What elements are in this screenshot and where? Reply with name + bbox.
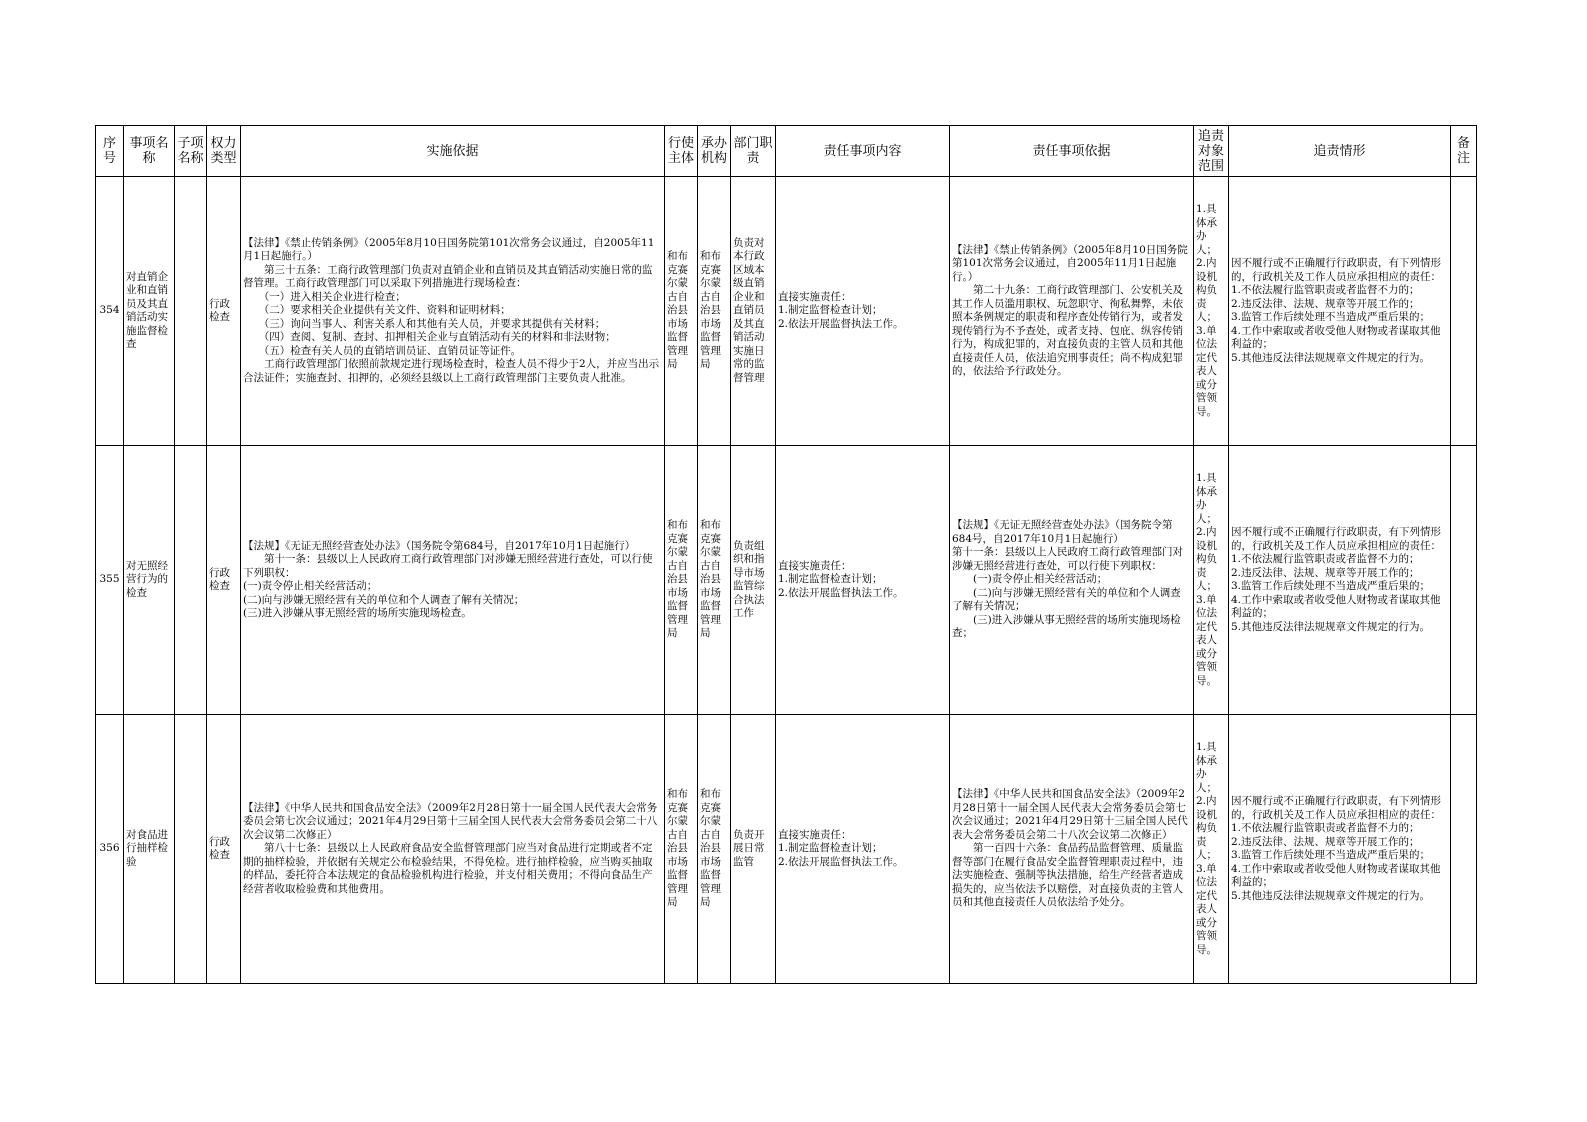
situation-line: 因不履行或不正确履行行政职责，有下列情形的，行政机关及工作人员应承担相应的责任： [1231,795,1441,821]
resp-basis-article: 第十一条：县级以上人民政府工商行政管理部门对涉嫌无照经营进行查处，可以行使下列职权： [952,546,1183,572]
basis-item: （二）要求相关企业提供有关文件、资料和证明材料； [258,304,511,317]
resp-line: 1.制定监督检查计划； [778,573,883,586]
basis-item: (一)责令停止相关经营活动； [243,580,378,592]
cell-power-type: 行政检查 [207,177,241,446]
cell-duty: 负责对本行政区域本级直销企业和直销员及其直销活动实施日常的监督管理 [731,177,776,446]
basis-item: （一）进入相关企业进行检查； [258,290,406,303]
cell-subject: 和布克赛尔蒙古自治县市场监督管理局 [665,177,698,446]
cell-situation [1229,177,1451,446]
situation-line: 5.其他违反法律法规规章文件规定的行为。 [1231,351,1431,364]
header-situation: 追责情形 [1229,126,1451,177]
scope-line: 1.具体承办人； [1196,741,1217,794]
cell-resp-content [776,177,950,446]
situation-line: 1.不依法履行监管职责或者监督不力的； [1231,822,1420,834]
scope-line: 2.内设机构负责人； [1196,257,1217,323]
cell-scope [1194,446,1229,715]
situation-line: 1.不依法履行监管职责或者监督不力的； [1231,284,1420,296]
resp-basis-article: 第二十九条：工商行政管理部门、公安机关及其工作人员滥用职权、玩忽职守、徇私舞弊，未依照本条例规定的职责和程序查处传销行为，或者发现传销行为不予查处，或者支持、包庇、纵容传销行为，构成犯罪的，对直接负责的主管人员和其他直接责任人员，依法追究刑事责任；尚不构成犯罪的，依法给予行政处分。 [952,284,1183,377]
situation-line: 3.监管工作后续处理不当造成严重后果的； [1231,311,1431,323]
basis-article: 第十一条：县级以上人民政府工商行政管理部门对涉嫌无照经营进行查处，可以行使下列职权： [243,553,653,579]
cell-resp-content [776,446,950,715]
cell-sub-name [175,446,207,715]
scope-line: 2.内设机构负责人； [1196,526,1217,592]
cell-basis [241,446,665,715]
cell-resp-basis [950,715,1194,984]
situation-line: 3.监管工作后续处理不当造成严重后果的； [1231,580,1431,592]
scope-line: 3.单位法定代表人或分管领导。 [1196,862,1217,956]
basis-law: 【法律】《禁止传销条例》（2005年8月10日国务院第101次常务会议通过，自2005年11月1日起施行。） [243,236,655,263]
cell-resp-content [776,715,950,984]
cell-resp-basis [950,177,1194,446]
situation-line: 4.工作中索取或者收受他人财物或者谋取其他利益的； [1231,324,1441,350]
header-remark: 备注 [1451,126,1477,177]
header-power-type: 权力类型 [207,126,241,177]
cell-duty: 负责开展日常监管 [731,715,776,984]
header-subject: 行使主体 [665,126,698,177]
cell-basis [241,177,665,446]
resp-line: 直接实施责任： [778,290,852,303]
scope-line: 1.具体承办人； [1196,472,1217,525]
cell-subject: 和布克赛尔蒙古自治县市场监督管理局 [665,446,698,715]
basis-item: (三)进入涉嫌从事无照经营的场所实施现场检查。 [243,607,472,619]
header-basis: 实施依据 [241,126,665,177]
resp-line: 2.依法开展监督执法工作。 [778,317,904,330]
cell-seq: 355 [96,446,124,715]
situation-line: 因不履行或不正确履行行政职责，有下列情形的，行政机关及工作人员应承担相应的责任： [1231,526,1441,552]
situation-line: 5.其他违反法律法规规章文件规定的行为。 [1231,620,1431,633]
header-sub-name: 子项名称 [175,126,207,177]
situation-line: 2.违反法律、法规、规章等开展工作的； [1231,566,1420,579]
cell-name: 对无照经营行为的检查 [124,446,175,715]
cell-seq: 356 [96,715,124,984]
resp-basis-item: (三)进入涉嫌从事无照经营的场所实施现场检查； [952,613,1181,640]
scope-line: 2.内设机构负责人； [1196,795,1217,861]
basis-law: 【法律】《中华人民共和国食品安全法》（2009年2月28日第十一届全国人民代表大会常务委员会第七次会议通过；2021年4月29日第十三届全国人民代表大会常务委员会第二十八次会议第二次修正） [243,801,658,841]
cell-subject: 和布克赛尔蒙古自治县市场监督管理局 [665,715,698,984]
situation-line: 1.不依法履行监管职责或者监督不力的； [1231,553,1420,565]
header-resp-content: 责任事项内容 [776,126,950,177]
cell-remark [1451,446,1477,715]
basis-tail: 工商行政管理部门依照前款规定进行现场检查时，检查人员不得少于2人，并应当出示合法证件；实施查封、扣押的，必须经县级以上工商行政管理部门主要负责人批准。 [243,358,660,384]
table-row [96,446,1477,715]
resp-line: 直接实施责任： [778,828,852,841]
basis-article: 第三十五条：工商行政管理部门负责对直销企业和直销员及其直销活动实施日常的监督管理。工商行政管理部门可以采取下列措施进行现场检查： [243,263,653,290]
situation-line: 5.其他违反法律法规规章文件规定的行为。 [1231,889,1431,902]
resp-basis-law: 【法律】《中华人民共和国食品安全法》（2009年2月28日第十一届全国人民代表大会常务委员会第七次会议通过；2021年4月29日第十三届全国人民代表大会常务委员会第二十八次会议第二次修正） [952,788,1188,841]
header-duty: 部门职责 [731,126,776,177]
situation-line: 4.工作中索取或者收受他人财物或者谋取其他利益的； [1231,593,1441,619]
situation-line: 2.违反法律、法规、规章等开展工作的； [1231,297,1420,310]
resp-basis-law: 【法规】《无证无照经营查处办法》（国务院令第684号，自2017年10月1日起施行） [952,519,1173,545]
cell-resp-basis [950,446,1194,715]
cell-scope [1194,177,1229,446]
header-organ: 承办机构 [698,126,731,177]
resp-line: 1.制定监督检查计划； [778,842,883,855]
cell-basis [241,715,665,984]
cell-name: 对食品进行抽样检验 [124,715,175,984]
header-row [96,126,1477,177]
scope-line: 3.单位法定代表人或分管领导。 [1196,593,1217,687]
cell-remark [1451,715,1477,984]
basis-article: 第八十七条：县级以上人民政府食品安全监督管理部门应当对食品进行定期或者不定期的抽样检验，并依据有关规定公布检验结果，不得免检。进行抽样检验，应当购买抽取的样品，委托符合本法规定的食品检验机构进行检验，并支付相关费用；不得向食品生产经营者收取检验费和其他费用。 [243,842,653,895]
header-scope: 追责对象范围 [1194,126,1229,177]
header-resp-basis: 责任事项依据 [950,126,1194,177]
basis-item: （四）查阅、复制、查封、扣押相关企业与直销活动有关的材料和非法财物； [258,331,616,344]
resp-basis-item: (二)向与涉嫌无照经营有关的单位和个人调查了解有关情况； [952,586,1181,613]
cell-seq: 354 [96,177,124,446]
resp-basis-article: 第一百四十六条：食品药品监督管理、质量监督等部门在履行食品安全监督管理职责过程中，违法实施检查、强制等执法措施，给生产经营者造成损失的，应当依法予以赔偿，对直接负责的主管人员和其他直接责任人员依法给予处分。 [952,842,1183,909]
basis-item: (二)向与涉嫌无照经营有关的单位和个人调查了解有关情况； [243,593,525,606]
cell-scope [1194,715,1229,984]
scope-line: 1.具体承办人； [1196,203,1217,256]
situation-line: 2.违反法律、法规、规章等开展工作的； [1231,835,1420,848]
cell-situation [1229,715,1451,984]
situation-line: 4.工作中索取或者收受他人财物或者谋取其他利益的； [1231,862,1441,888]
cell-name: 对直销企业和直销员及其直销活动实施监督检查 [124,177,175,446]
cell-power-type: 行政检查 [207,446,241,715]
resp-basis-item: (一)责令停止相关经营活动； [973,573,1108,586]
cell-remark [1451,177,1477,446]
cell-sub-name [175,715,207,984]
resp-line: 1.制定监督检查计划； [778,304,883,317]
table-row [96,177,1477,446]
scope-line: 3.单位法定代表人或分管领导。 [1196,324,1217,418]
cell-organ: 和布克赛尔蒙古自治县市场监督管理局 [698,446,731,715]
resp-line: 2.依法开展监督执法工作。 [778,855,904,868]
situation-line: 3.监管工作后续处理不当造成严重后果的； [1231,849,1431,861]
basis-item: （五）检查有关人员的直销培训员证、直销员证等证件。 [258,344,522,357]
basis-item: （三）询问当事人、利害关系人和其他有关人员，并要求其提供有关材料； [258,317,606,330]
responsibility-table [95,125,1477,984]
situation-line: 因不履行或不正确履行行政职责，有下列情形的，行政机关及工作人员应承担相应的责任： [1231,257,1441,283]
cell-sub-name [175,177,207,446]
cell-situation [1229,446,1451,715]
resp-line: 2.依法开展监督执法工作。 [778,586,904,599]
basis-law: 【法规】《无证无照经营查处办法》（国务院令第684号，自2017年10月1日起施行） [243,539,636,552]
cell-power-type: 行政检查 [207,715,241,984]
cell-organ: 和布克赛尔蒙古自治县市场监督管理局 [698,715,731,984]
table-row [96,715,1477,984]
resp-line: 直接实施责任： [778,559,852,572]
header-name: 事项名称 [124,126,175,177]
resp-basis-law: 【法律】《禁止传销条例》（2005年8月10日国务院第101次常务会议通过，自2005年11月1日起施行。） [952,243,1188,283]
cell-duty: 负责组织和指导市场监管综合执法工作 [731,446,776,715]
header-seq: 序号 [96,126,124,177]
cell-organ: 和布克赛尔蒙古自治县市场监督管理局 [698,177,731,446]
